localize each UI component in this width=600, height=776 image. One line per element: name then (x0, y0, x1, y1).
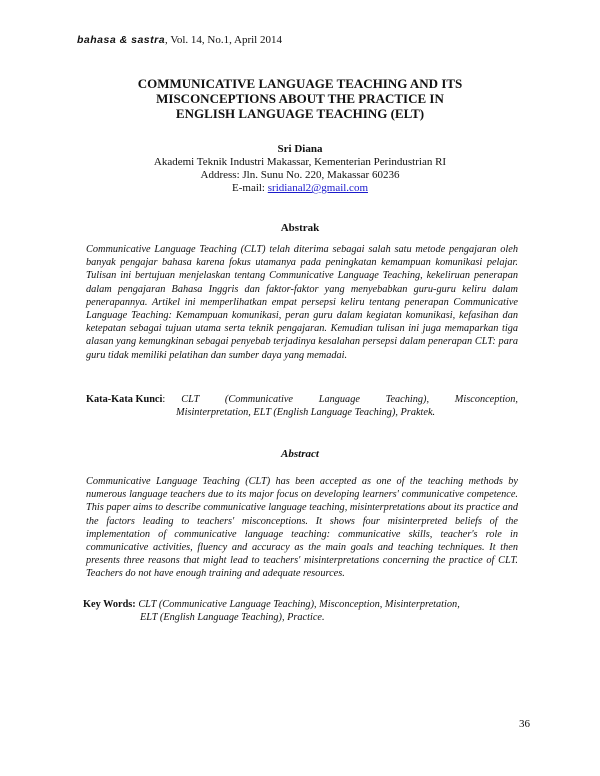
journal-issue: , Vol. 14, No.1, April 2014 (165, 34, 282, 46)
title-line-1: COMMUNICATIVE LANGUAGE TEACHING AND ITS (137, 76, 463, 91)
email-label: E-mail: (232, 182, 268, 194)
abstract-keywords (83, 598, 531, 624)
title-line-3: ENGLISH LANGUAGE TEACHING (ELT) (175, 106, 425, 121)
kata-kunci-line-2: Misinterpretation, ELT (English Language Teaching), Praktek. (176, 407, 436, 419)
abstrak-keywords (86, 393, 518, 419)
abstrak-body: Communicative Language Teaching (CLT) telah diterima sebagai salah satu metode pengajaran oleh banyak pengajar bahasa karena fokus utamanya pada peningkatan kemampuan komunikasi pelajar. Tulisan ini bertujuan menjelaskan tentang Communicative Language Teaching, kekeliruan penerapan dalam pengajaran Bahasa Inggris dan faktor-faktor yang menyebabkan guru-guru keliru dalam penerapannya. Artikel ini memperlihatkan empat persepsi keliru tentang penerapan Communicative Language Teaching: Kemampuan komunikasi, peran guru dalam kegiatan komunikasi, kefasihan dan ketepatan sebagai tujuan utama serta teknik pengajaran. Kemudian tulisan ini juga memaparkan tiga alasan yang kemungkinan sebagai penyebab terjadinya kesalahan persepsi dalam penerapan CLT: para guru tidak memiliki pelatihan dan sumber daya yang memadai. (86, 244, 518, 361)
key-words-label: Key Words: (83, 599, 136, 610)
page-number: 36 (519, 718, 530, 730)
key-words-line-1: CLT (Communicative Language Teaching), Misconception, Misinterpretation, (138, 599, 460, 610)
abstract-heading: Abstract (281, 448, 319, 460)
kata-kunci-line-1: CLT (Communicative Language Teaching), Misconception, (181, 394, 518, 405)
abstract-body: Communicative Language Teaching (CLT) has been accepted as one of the teaching methods by numerous language teachers due to its major focus on developing learners' communicative competence. This paper aims to describe communicative language teaching, misinterpretations about its practice and the factors leading to teachers' misconceptions. It shows four misinterpreted beliefs of the implementation of communicative language teaching: communicative skills, teacher's role in communicative activities, fluency and accuracy as the main goals and teaching techniques. It then presents three reasons that might lead to teachers' misinterpretations concerning the practice of CLT. Teachers do not have enough training and adequate resources. (86, 476, 518, 580)
author-block (60, 143, 540, 195)
paper-title (60, 76, 540, 121)
author-name: Sri Diana (277, 143, 323, 155)
author-email-line (60, 182, 540, 195)
kata-kunci-label: Kata-Kata Kunci (86, 394, 163, 405)
abstrak-heading: Abstrak (280, 222, 320, 234)
email-link[interactable]: sridianal2@gmail.com (267, 182, 368, 194)
running-header (77, 34, 282, 46)
key-words-line-2: ELT (English Language Teaching), Practice. (140, 612, 325, 624)
author-address: Address: Jln. Sunu No. 220, Makassar 60236 (200, 169, 400, 181)
title-line-2: MISCONCEPTIONS ABOUT THE PRACTICE IN (156, 91, 444, 106)
kata-kunci-sep: : (162, 394, 166, 405)
author-affiliation: Akademi Teknik Industri Makassar, Kementerian Perindustrian RI (153, 156, 447, 168)
journal-name: bahasa & sastra (77, 34, 166, 46)
